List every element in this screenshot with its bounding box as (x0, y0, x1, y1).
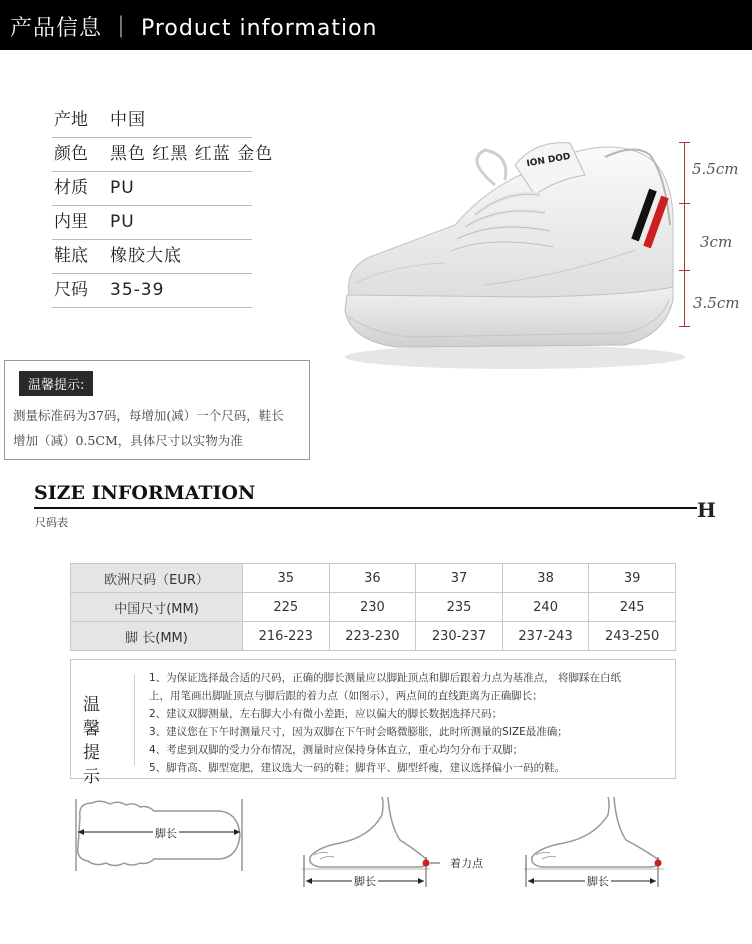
table-row-header: 欧洲尺码（EUR） (71, 564, 243, 593)
dimension-tick (679, 270, 690, 271)
table-row-header: 脚 长(MM) (71, 622, 243, 651)
spec-label: 颜色 (54, 144, 88, 164)
force-point-label: 着力点 (450, 857, 483, 870)
spec-row-origin (52, 104, 252, 138)
foot-length-label: 脚长 (155, 827, 177, 840)
spec-value: 橡胶大底 (110, 246, 182, 266)
size-chart-table (70, 563, 676, 651)
reminder-tag (83, 693, 123, 789)
table-cell: 235 (416, 593, 503, 622)
table-cell: 39 (589, 564, 676, 593)
reminder-list (149, 669, 671, 777)
table-cell: 37 (416, 564, 503, 593)
list-item: 1、为保证选择最合适的尺码，正确的脚长测量应以脚趾顶点和脚后跟着力点为基准点， 将脚踩在白纸 (149, 672, 622, 684)
header-title: 产品信息 ｜ Product information (10, 16, 378, 41)
table-row-header: 中国尺寸(MM) (71, 593, 243, 622)
reminder-tag-line: 提 示 (83, 743, 104, 787)
table-cell: 225 (243, 593, 330, 622)
warm-tip-line: 测量标准码为37码，每增加(减）一个尺码，鞋长 (13, 408, 284, 423)
spec-label: 鞋底 (54, 246, 88, 266)
spec-value: 35-39 (110, 280, 165, 300)
reminder-divider (134, 674, 135, 766)
table-row (71, 593, 676, 622)
spec-label: 尺码 (54, 280, 88, 300)
warm-tip-title: 温馨提示: (19, 371, 93, 396)
dimension-label-bottom: 3.5cm (693, 294, 740, 312)
spec-row-sole (52, 240, 252, 274)
foot-length-label: 脚长 (587, 875, 609, 888)
dimension-tick (679, 142, 690, 143)
list-item: 2、建议双脚测量，左右脚大小有微小差距，应以偏大的脚长数据选择尺码； (149, 708, 503, 720)
spec-row-color (52, 138, 274, 172)
size-info-divider (34, 507, 697, 509)
spec-label: 产地 (54, 110, 88, 130)
warm-tip-box (4, 360, 310, 460)
table-cell: 223-230 (329, 622, 416, 651)
spec-value: 黑色 红黑 红蓝 金色 (110, 144, 274, 164)
table-cell: 237-243 (502, 622, 589, 651)
spec-row-lining (52, 206, 252, 240)
warm-tip-line: 增加（减）0.5CM，具体尺寸以实物为准 (13, 433, 243, 448)
spec-value: PU (110, 178, 135, 198)
svg-text:ION DOD: ION DOD (525, 151, 572, 170)
foot-length-label: 脚长 (354, 875, 376, 888)
spec-row-size (52, 274, 252, 308)
size-info-subtitle: 尺码表 (35, 516, 68, 529)
size-info-title: SIZE INFORMATION (34, 482, 256, 504)
table-cell: 216-223 (243, 622, 330, 651)
table-cell: 240 (502, 593, 589, 622)
spec-table (52, 104, 274, 308)
header-bar (0, 0, 752, 50)
spec-value: 中国 (110, 110, 146, 130)
warm-tip-text (13, 403, 309, 453)
table-row (71, 564, 676, 593)
table-cell: 243-250 (589, 622, 676, 651)
reminder-box (70, 659, 676, 787)
list-item: 上，用笔画出脚趾顶点与脚后跟的着力点（如图示），两点间的直线距离为正确脚长； (149, 690, 543, 702)
table-cell: 36 (329, 564, 416, 593)
size-info-ornament: H (697, 498, 716, 522)
table-cell: 230-237 (416, 622, 503, 651)
dimension-tick (679, 203, 690, 204)
spec-label: 材质 (54, 178, 88, 198)
table-cell: 35 (243, 564, 330, 593)
dimension-label-middle: 3cm (700, 233, 733, 251)
list-item: 3、建议您在下午时测量尺寸，因为双脚在下午时会略微膨胀，此时所测量的SIZE最准确； (149, 726, 568, 738)
spec-row-material (52, 172, 252, 206)
table-cell: 245 (589, 593, 676, 622)
reminder-tag-line: 温 馨 (83, 695, 104, 739)
list-item: 5、脚背高、脚型宽肥，建议选大一码的鞋；脚背平、脚型纤瘦，建议选择偏小一码的鞋。 (149, 762, 566, 774)
spec-label: 内里 (54, 212, 88, 232)
list-item: 4、考虑到双脚的受力分布情况，测量时应保持身体直立，重心均匀分布于双脚； (149, 744, 524, 756)
dimension-tick (679, 326, 690, 327)
table-cell: 38 (502, 564, 589, 593)
table-row (71, 622, 676, 651)
dimension-label-top: 5.5cm (692, 160, 739, 178)
dimension-line (684, 142, 685, 326)
spec-value: PU (110, 212, 135, 232)
sneaker-product-image (335, 135, 685, 380)
table-cell: 230 (329, 593, 416, 622)
